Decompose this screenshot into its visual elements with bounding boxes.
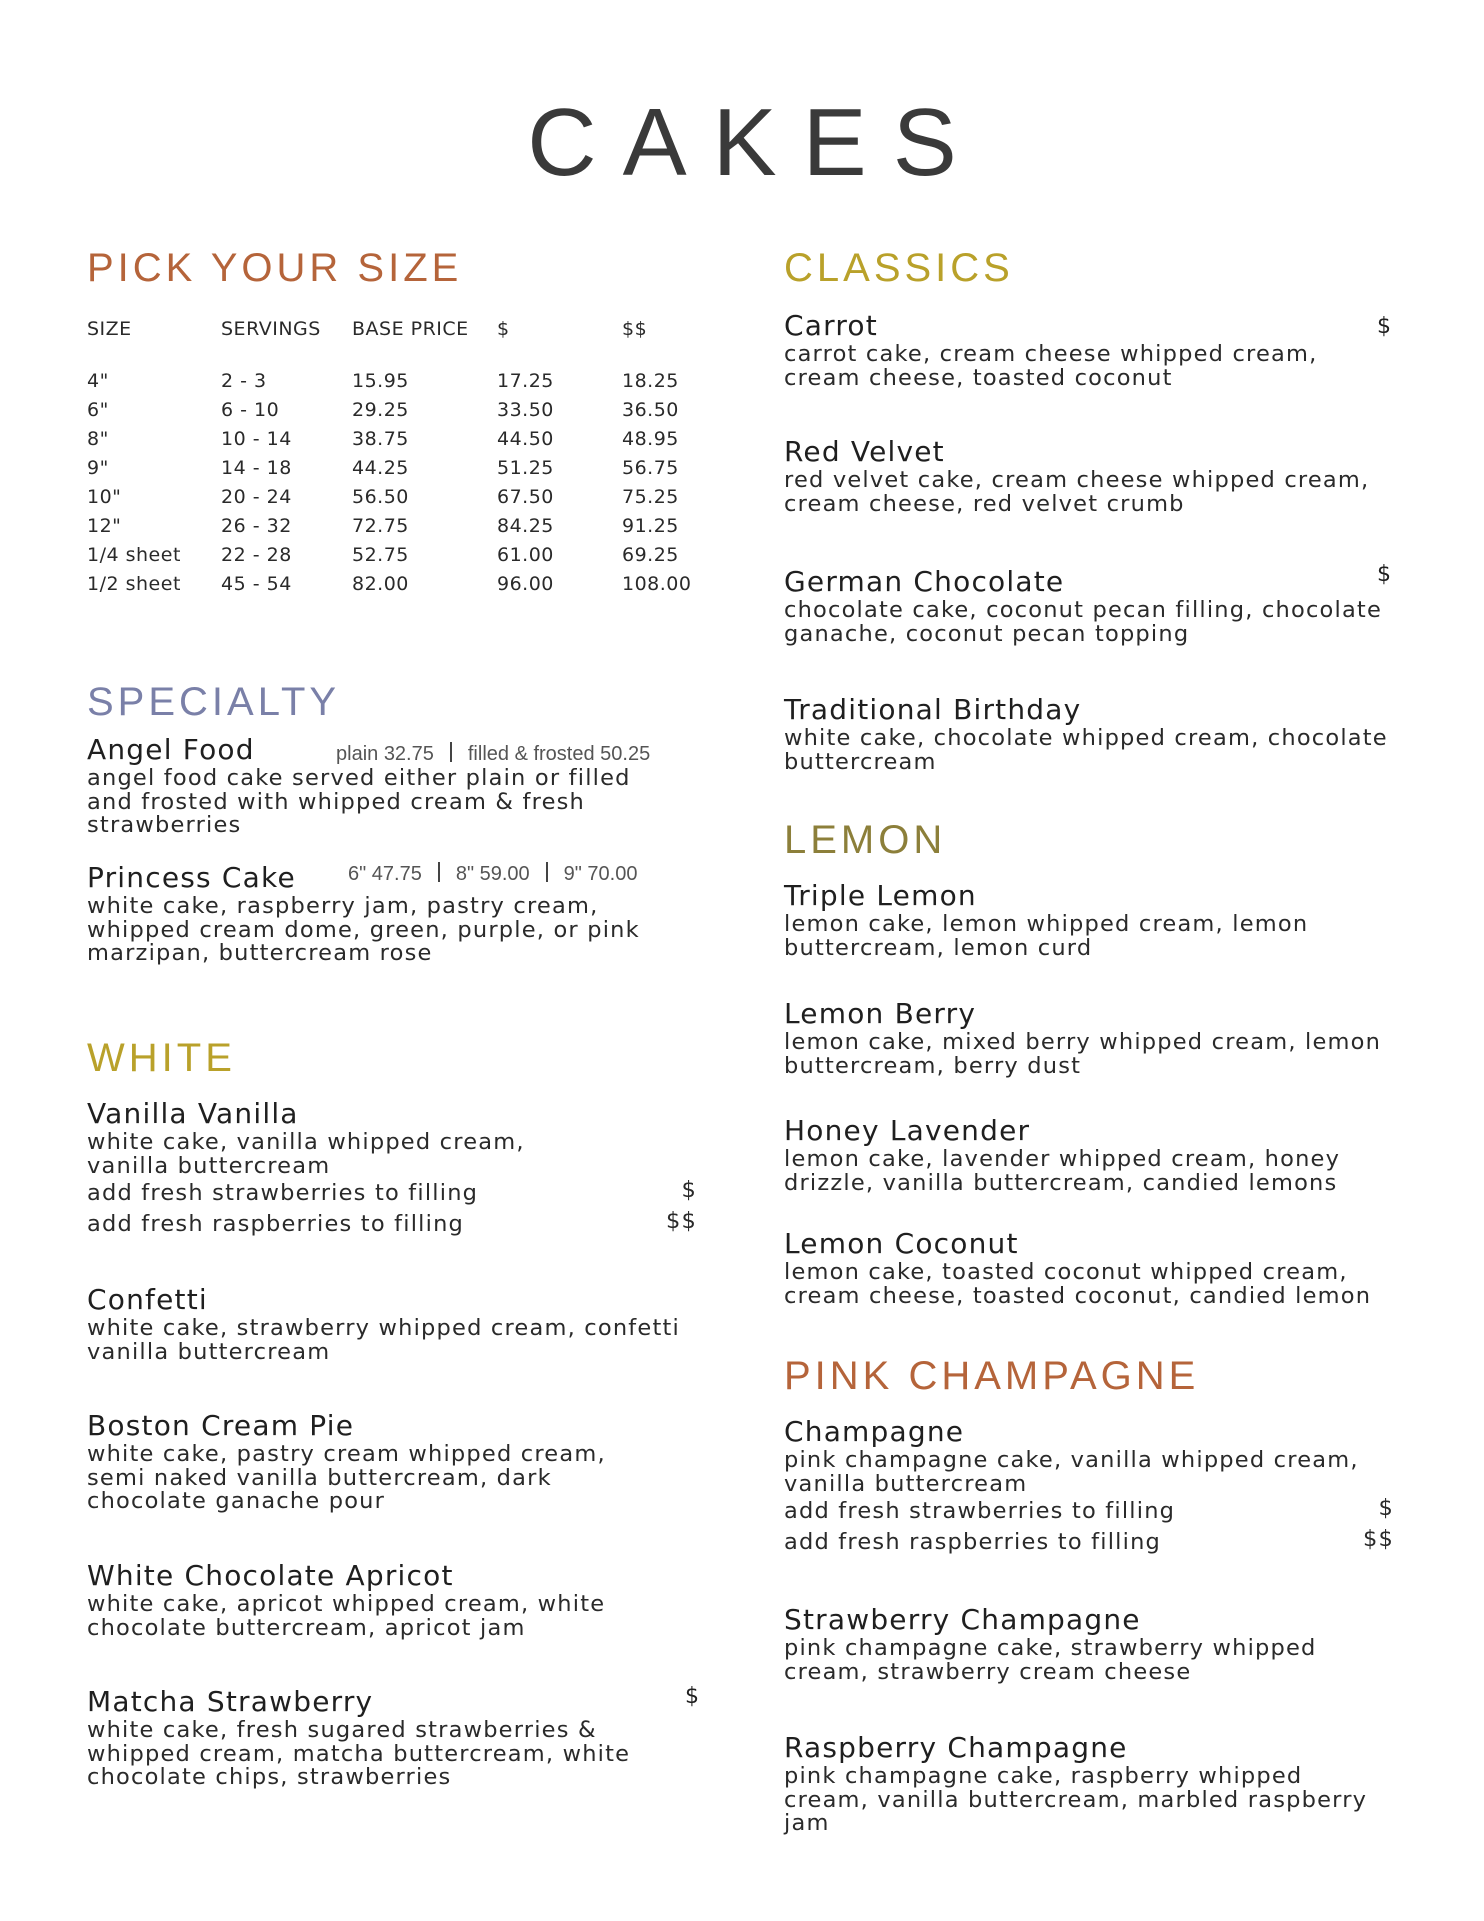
- item-name: Lemon Berry: [784, 997, 977, 1030]
- menu-item-vanilla-vanilla: [87, 1098, 697, 1240]
- cell-servings: 45 - 54: [221, 573, 292, 595]
- addon-raspberries: [784, 1527, 1394, 1558]
- cell-price-tier-2: 69.25: [622, 544, 679, 566]
- cell-base-price: 29.25: [352, 399, 409, 421]
- item-description: white cake, raspberry jam, pastry cream, whipped cream dome, green, purple, or pink marzipan, buttercream rose: [87, 893, 640, 966]
- cell-price-tier-2: 48.95: [622, 428, 679, 450]
- addon-price: $: [681, 1177, 697, 1203]
- cell-size: 12": [87, 515, 122, 537]
- item-description: pink champagne cake, vanilla whipped cream, vanilla buttercream: [784, 1447, 1359, 1497]
- menu-item-champagne: [784, 1416, 1394, 1558]
- menu-item-lemon-coconut: [784, 1228, 1394, 1308]
- menu-item-raspberry-champagne: [784, 1732, 1394, 1836]
- item-description: red velvet cake, cream cheese whipped cream, cream cheese, red velvet crumb: [784, 467, 1370, 517]
- item-name: Matcha Strawberry: [87, 1685, 374, 1718]
- item-name: Angel Food: [87, 733, 255, 766]
- item-name: Princess Cake: [87, 861, 296, 894]
- price-separator: [450, 742, 452, 762]
- cell-price-tier-1: 33.50: [497, 399, 554, 421]
- cell-price-tier-2: 18.25: [622, 370, 679, 392]
- cell-price-tier-2: 75.25: [622, 486, 679, 508]
- column-header-base-price: BASE PRICE: [352, 318, 469, 340]
- column-header-size: SIZE: [87, 318, 132, 340]
- matcha-price-tier: $: [685, 1684, 699, 1709]
- cell-size: 9": [87, 457, 109, 479]
- menu-item-traditional-birthday: [784, 694, 1394, 774]
- item-description: lemon cake, mixed berry whipped cream, lemon buttercream, berry dust: [784, 1029, 1382, 1079]
- section-heading-lemon: LEMON: [784, 818, 947, 862]
- cell-price-tier-1: 84.25: [497, 515, 554, 537]
- cell-servings: 14 - 18: [221, 457, 292, 479]
- cell-servings: 26 - 32: [221, 515, 292, 537]
- item-description: white cake, fresh sugared strawberries & whipped cream, matcha buttercream, white chocolate chips, strawberries: [87, 1717, 631, 1790]
- angel-food-prices: [336, 742, 650, 766]
- addon-strawberries: [784, 1496, 1394, 1527]
- column-header-price-tier-1: $: [497, 318, 510, 340]
- menu-item-honey-lavender: [784, 1115, 1394, 1195]
- cell-servings: 6 - 10: [221, 399, 280, 421]
- addon-raspberries: [87, 1209, 697, 1240]
- addon-strawberries: [87, 1178, 697, 1209]
- item-description: lemon cake, toasted coconut whipped cream, cream cheese, toasted coconut, candied lemon: [784, 1259, 1372, 1309]
- cell-price-tier-2: 108.00: [622, 573, 692, 595]
- item-description: chocolate cake, coconut pecan filling, chocolate ganache, coconut pecan topping: [784, 597, 1382, 647]
- item-description: angel food cake served either plain or filled and frosted with whipped cream & fresh strawberries: [87, 765, 631, 838]
- addon-label: add fresh strawberries to filling: [87, 1180, 479, 1206]
- menu-item-triple-lemon: [784, 880, 1394, 960]
- item-name: Confetti: [87, 1283, 208, 1316]
- cell-servings: 22 - 28: [221, 544, 292, 566]
- item-name: German Chocolate: [784, 565, 1065, 598]
- item-description: white cake, pastry cream whipped cream, semi naked vanilla buttercream, dark chocolate ganache pour: [87, 1441, 606, 1514]
- cell-price-tier-1: 17.25: [497, 370, 554, 392]
- cell-price-tier-1: 67.50: [497, 486, 554, 508]
- item-description: carrot cake, cream cheese whipped cream, cream cheese, toasted coconut: [784, 341, 1318, 391]
- item-name: Traditional Birthday: [784, 693, 1082, 726]
- menu-item-confetti: [87, 1284, 697, 1364]
- cell-base-price: 52.75: [352, 544, 409, 566]
- cell-price-tier-1: 44.50: [497, 428, 554, 450]
- section-heading-specialty: SPECIALTY: [87, 680, 341, 724]
- cell-servings: 20 - 24: [221, 486, 292, 508]
- cell-base-price: 15.95: [352, 370, 409, 392]
- menu-item-carrot: [784, 310, 1394, 390]
- cell-servings: 2 - 3: [221, 370, 267, 392]
- cell-base-price: 38.75: [352, 428, 409, 450]
- item-name: Honey Lavender: [784, 1114, 1031, 1147]
- cell-base-price: 56.50: [352, 486, 409, 508]
- cell-size: 10": [87, 486, 122, 508]
- price-plain: plain 32.75: [336, 743, 434, 765]
- cell-price-tier-1: 96.00: [497, 573, 554, 595]
- menu-item-strawberry-champagne: [784, 1604, 1394, 1684]
- cell-size: 8": [87, 428, 109, 450]
- item-name: Lemon Coconut: [784, 1227, 1019, 1260]
- addon-label: add fresh raspberries to filling: [784, 1529, 1162, 1555]
- addon-price: $: [1378, 1495, 1394, 1521]
- addon-price: $$: [1362, 1526, 1394, 1552]
- cell-price-tier-1: 61.00: [497, 544, 554, 566]
- section-heading-pink-champagne: PINK CHAMPAGNE: [784, 1354, 1200, 1398]
- cell-base-price: 72.75: [352, 515, 409, 537]
- item-name: White Chocolate Apricot: [87, 1559, 454, 1592]
- menu-item-red-velvet: [784, 436, 1394, 516]
- cell-base-price: 44.25: [352, 457, 409, 479]
- cell-servings: 10 - 14: [221, 428, 292, 450]
- princess-cake-prices: [348, 862, 637, 886]
- cell-size: 1/4 sheet: [87, 544, 181, 566]
- cell-price-tier-2: 91.25: [622, 515, 679, 537]
- section-heading-size: PICK YOUR SIZE: [87, 246, 463, 290]
- cell-base-price: 82.00: [352, 573, 409, 595]
- price-8-inch: 8" 59.00: [455, 863, 530, 885]
- item-description: lemon cake, lemon whipped cream, lemon buttercream, lemon curd: [784, 911, 1309, 961]
- german-chocolate-price-tier: $: [1377, 562, 1391, 587]
- item-description: white cake, chocolate whipped cream, chocolate buttercream: [784, 725, 1388, 775]
- menu-item-lemon-berry: [784, 998, 1394, 1078]
- item-description: white cake, strawberry whipped cream, confetti vanilla buttercream: [87, 1315, 680, 1365]
- cell-price-tier-1: 51.25: [497, 457, 554, 479]
- page-title: CAKES: [527, 89, 983, 196]
- addon-price: $$: [665, 1208, 697, 1234]
- item-description: white cake, vanilla whipped cream, vanilla buttercream: [87, 1129, 525, 1179]
- price-separator: [546, 862, 548, 882]
- item-name: Boston Cream Pie: [87, 1409, 355, 1442]
- column-header-servings: SERVINGS: [221, 318, 321, 340]
- item-description: lemon cake, lavender whipped cream, honey drizzle, vanilla buttercream, candied lemons: [784, 1146, 1341, 1196]
- addon-label: add fresh strawberries to filling: [784, 1498, 1176, 1524]
- addon-label: add fresh raspberries to filling: [87, 1211, 465, 1237]
- section-heading-white: WHITE: [87, 1036, 236, 1080]
- item-name: Red Velvet: [784, 435, 945, 468]
- item-name: Vanilla Vanilla: [87, 1097, 299, 1130]
- price-9-inch: 9" 70.00: [563, 863, 638, 885]
- cell-size: 6": [87, 399, 109, 421]
- item-name: Raspberry Champagne: [784, 1731, 1128, 1764]
- item-name: Strawberry Champagne: [784, 1603, 1141, 1636]
- item-description: pink champagne cake, strawberry whipped cream, strawberry cream cheese: [784, 1635, 1317, 1685]
- menu-item-german-chocolate: [784, 566, 1394, 646]
- cell-size: 1/2 sheet: [87, 573, 181, 595]
- item-description: pink champagne cake, raspberry whipped cream, vanilla buttercream, marbled raspberry jam: [784, 1763, 1368, 1836]
- item-name: Carrot: [784, 309, 878, 342]
- cell-size: 4": [87, 370, 109, 392]
- price-6-inch: 6" 47.75: [348, 863, 422, 885]
- cell-price-tier-2: 56.75: [622, 457, 679, 479]
- cell-price-tier-2: 36.50: [622, 399, 679, 421]
- item-name: Champagne: [784, 1415, 965, 1448]
- section-heading-classics: CLASSICS: [784, 246, 1014, 290]
- price-filled: filled & frosted 50.25: [467, 743, 651, 765]
- carrot-price-tier: $: [1377, 314, 1391, 339]
- menu-item-matcha-strawberry: [87, 1686, 707, 1790]
- menu-item-white-chocolate-apricot: [87, 1560, 697, 1640]
- price-separator: [438, 862, 440, 882]
- menu-item-boston-cream-pie: [87, 1410, 697, 1514]
- item-description: white cake, apricot whipped cream, white chocolate buttercream, apricot jam: [87, 1591, 606, 1641]
- item-name: Triple Lemon: [784, 879, 977, 912]
- column-header-price-tier-2: $$: [622, 318, 648, 340]
